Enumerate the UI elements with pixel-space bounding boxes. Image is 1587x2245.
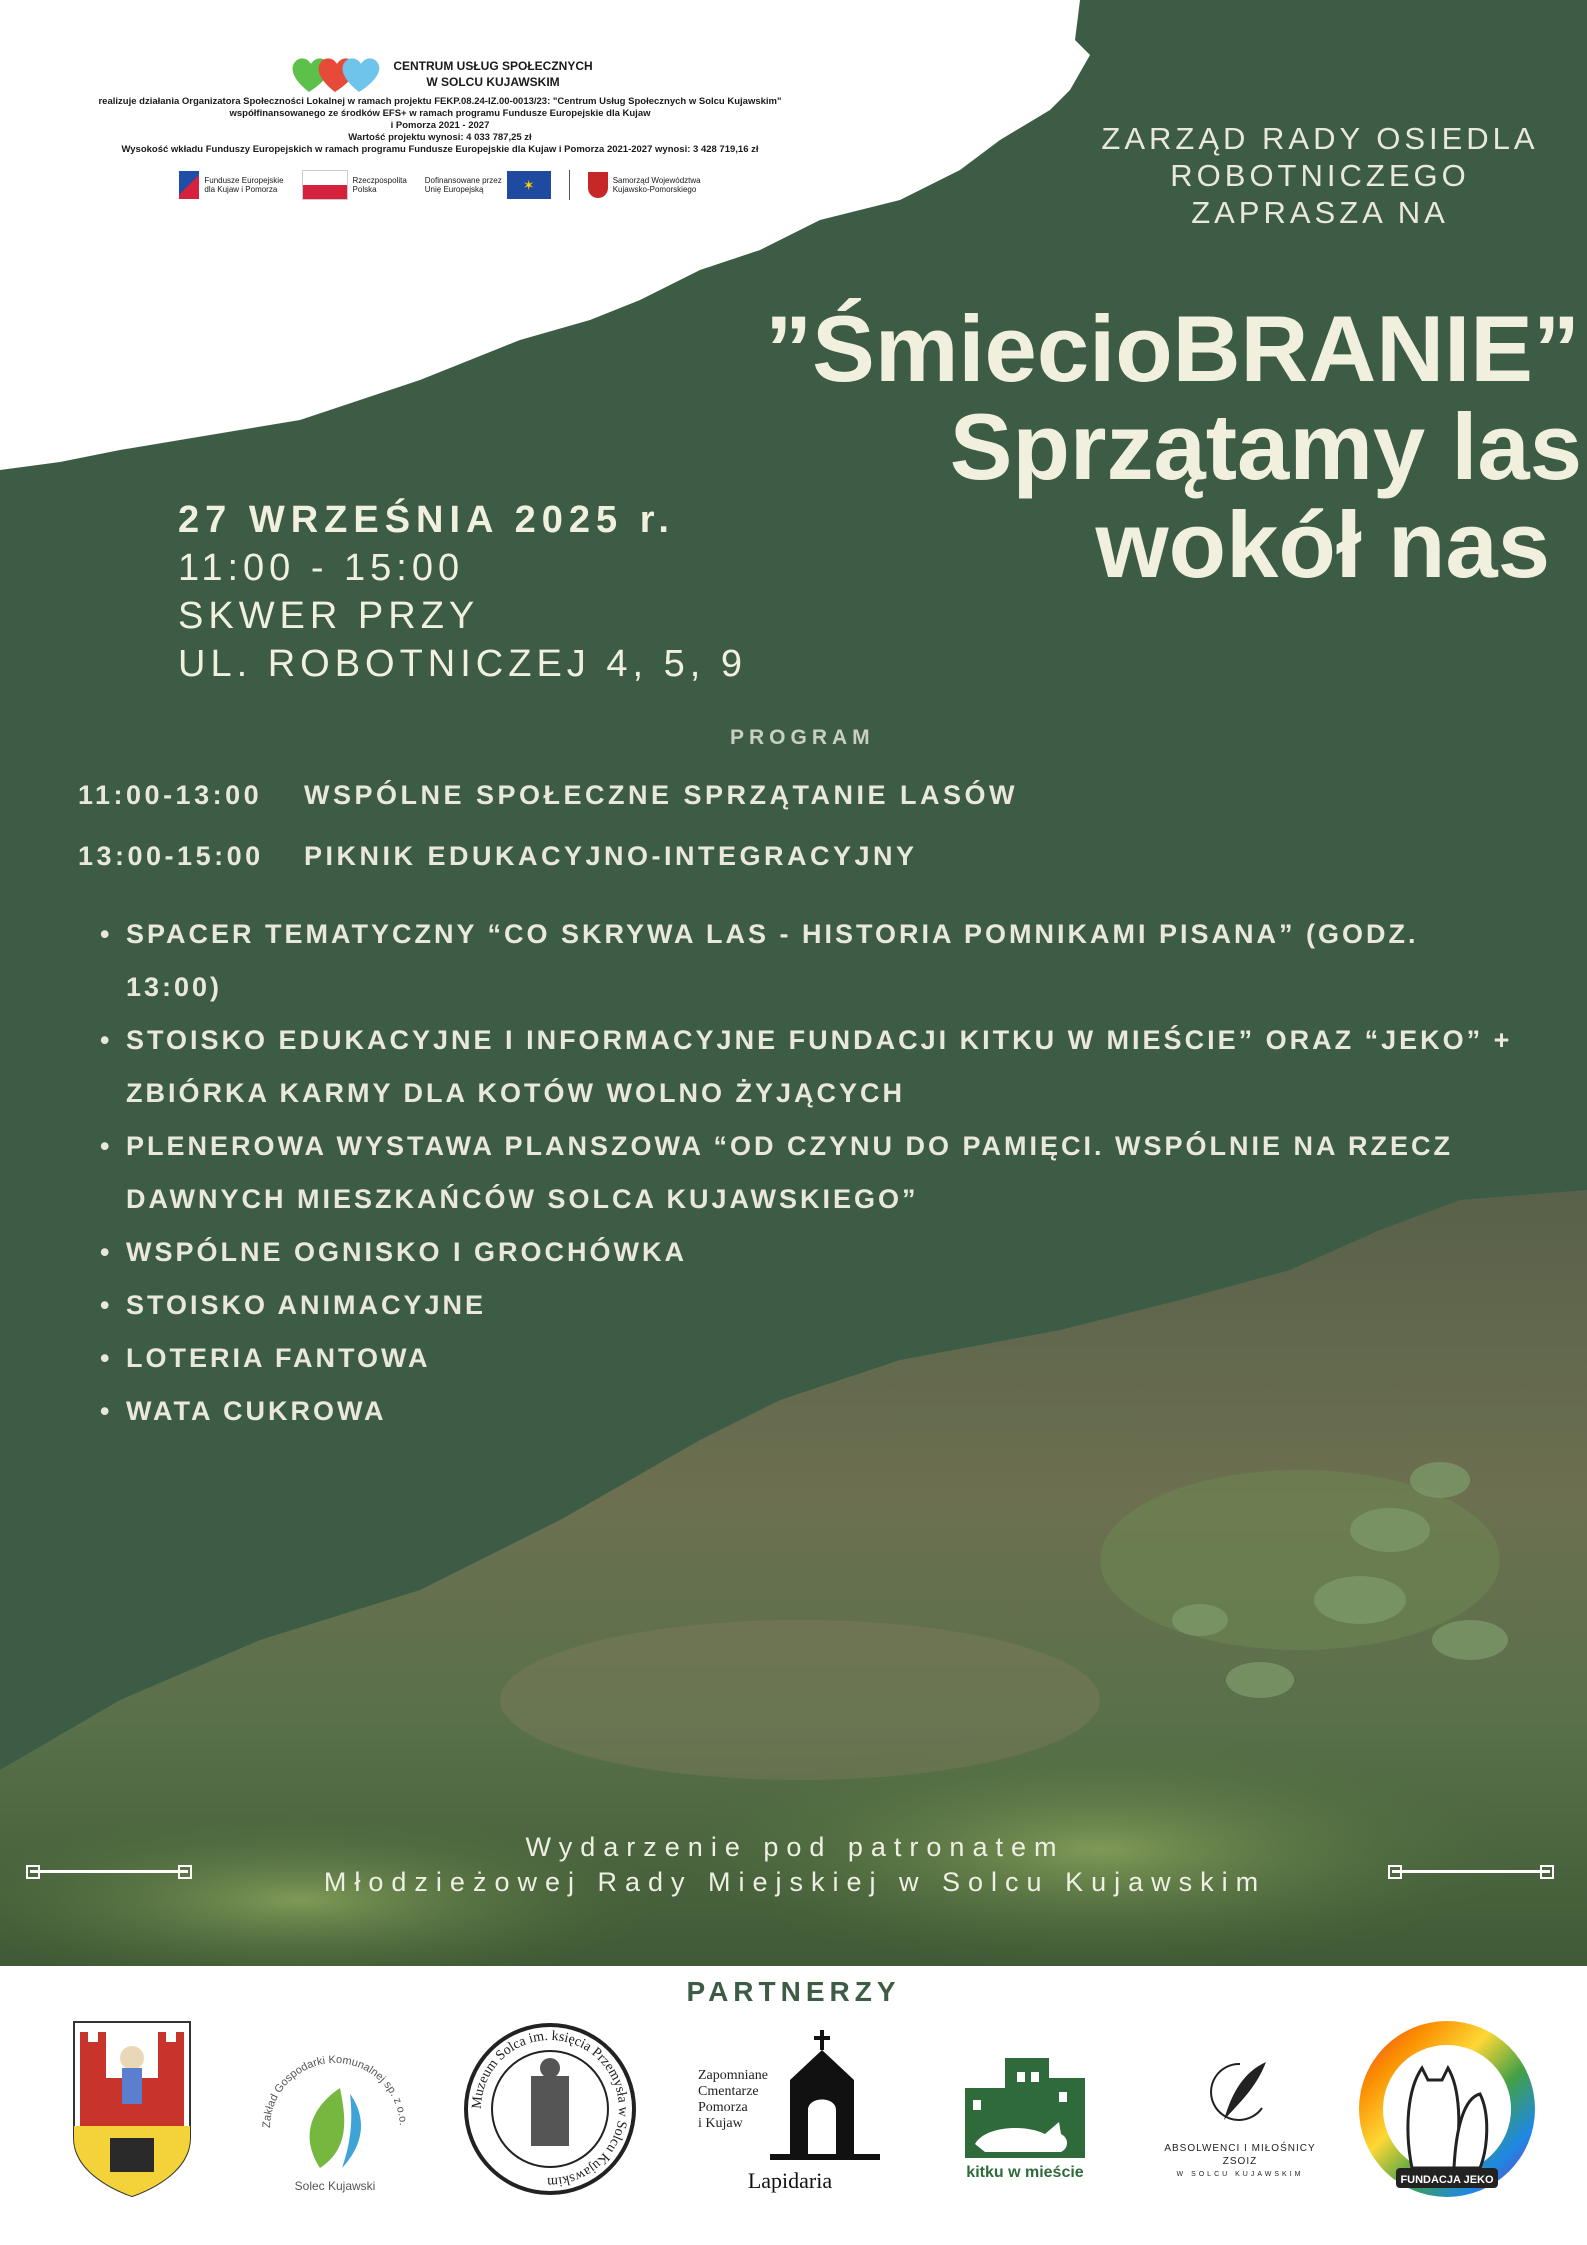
zgk-city: Solec Kujawski (294, 2179, 376, 2193)
program-time: 11:00-13:00 (78, 780, 263, 810)
cat-city-icon (965, 2048, 1085, 2158)
list-item: • PLENEROWA WYSTAWA PLANSZOWA “OD CZYNU DO PAMIĘCI. WSPÓLNIE NA RZECZ DAWNYCH MIESZKAŃCÓW SOLCA KUJAWSKIEGO” (100, 1120, 1520, 1226)
org-row (30, 52, 850, 96)
program-row (78, 780, 1018, 811)
decor-dot (1540, 1865, 1554, 1879)
chapel-ruin-icon (770, 2030, 880, 2160)
event-details (178, 496, 747, 688)
list-item: • STOISKO EDUKACYJNE I INFORMACYJNE FUNDACJI KITKU W MIEŚCIE” ORAZ “JEKO” + ZBIÓRKA KARMY DLA KOTÓW WOLNO ŻYJĄCYCH (100, 1014, 1520, 1120)
event-time: 11:00 - 15:00 (178, 547, 465, 589)
org-name (393, 58, 592, 90)
info-line: realizuje działania Organizatora Społeczności Lokalnej w ramach projektu FEKP.08.24-IZ.00-0013/23: "Centrum Usług Społecznych w Solcu Kujawskim" (98, 96, 782, 107)
lapidaria-logo (690, 2018, 890, 2200)
funder-label: Unię Europejską (424, 185, 484, 194)
jeko-name: FUNDACJA JEKO (1400, 2174, 1494, 2186)
info-line: Wartość projektu wynosi: 4 033 787,25 zł (348, 132, 532, 143)
lapidaria-line: Cmentarze (698, 2084, 759, 2099)
jeko-logo (1355, 2018, 1539, 2200)
zgk-logo (250, 2018, 420, 2200)
zgk-name: Zakład Gospodarki Komunalnej sp. z o.o. (260, 2053, 409, 2129)
lapidaria-name: Lapidaria (747, 2168, 833, 2193)
zsoiz-line: ABSOLWENCI I MIŁOŚNICY (1164, 2143, 1316, 2154)
funder-fe (179, 171, 283, 199)
partners-heading: PARTNERZY (686, 1976, 901, 2007)
org-name-line2: W SOLCU KUJAWSKIM (426, 75, 560, 89)
project-info (30, 52, 850, 200)
title-line3: wokół nas (1095, 492, 1550, 597)
divider (569, 170, 570, 200)
patronage (150, 1830, 1440, 1900)
funder-logos (30, 170, 850, 200)
list-item: • LOTERIA FANTOWA (100, 1332, 1520, 1385)
list-item: • STOISKO ANIMACYJNE (100, 1279, 1520, 1332)
decor-line-left (30, 1870, 188, 1873)
poland-flag-icon (302, 170, 348, 200)
decor-line-right (1392, 1870, 1550, 1873)
info-line: współfinansowanego ze środków EFS+ w ramach programu Fundusze Europejskie dla Kujaw (229, 108, 651, 119)
event-title (640, 296, 1582, 597)
lapidaria-line: Zapomniane (698, 2068, 768, 2083)
invitation (1080, 120, 1560, 231)
kitku-name: kitku w mieście (966, 2164, 1084, 2181)
museum-seal-icon (461, 2020, 639, 2198)
lapidaria-line: i Kujaw (698, 2116, 743, 2131)
patron-line2: Młodzieżowej Rady Miejskiej w Solcu Kujawskim (323, 1867, 1267, 1897)
funder-label: Polska (352, 185, 377, 194)
patron-line1: Wydarzenie pod patronatem (525, 1832, 1065, 1862)
funder-rp (302, 170, 407, 200)
kitku-logo (960, 2018, 1090, 2200)
fe-logo-icon (179, 171, 199, 199)
program-heading: PROGRAM (730, 726, 875, 749)
eu-flag-icon: ✶ (507, 171, 551, 199)
kp-crest-icon (588, 172, 608, 198)
invite-line3: ZAPRASZA NA (1191, 195, 1449, 230)
funder-label: Fundusze Europejskie (204, 176, 284, 185)
list-item: • WATA CUKROWA (100, 1385, 1520, 1438)
zsoiz-logo (1160, 2018, 1320, 2200)
zgk-leaf-icon (250, 2018, 420, 2200)
decor-dot (26, 1865, 40, 1879)
title-line2: Sprzątamy las (949, 394, 1582, 499)
zsoiz-line: ZSOIZ (1222, 2156, 1258, 2167)
lapidaria-line: Pomorza (698, 2100, 748, 2115)
list-item: • WSPÓLNE OGNISKO I GROCHÓWKA (100, 1226, 1520, 1279)
funder-label: Rzeczpospolita (352, 176, 407, 185)
funder-eu (425, 171, 551, 199)
funder-label: Kujawsko-Pomorskiego (612, 185, 697, 194)
museum-seal-logo (460, 2018, 640, 2200)
invite-line2: ROBOTNICZEGO (1170, 158, 1470, 193)
title-line1: ”ŚmiecioBRANIE” (765, 296, 1580, 401)
program-activity: WSPÓLNE SPOŁECZNE SPRZĄTANIE LASÓW (304, 780, 1019, 810)
jeko-rainbow-icon (1356, 2018, 1538, 2200)
funder-kp (588, 172, 701, 198)
program-list (100, 908, 1520, 1438)
info-line: Wysokość wkładu Funduszy Europejskich w ramach programu Fundusze Europejskie dla Kujaw i Pomorza 2021-2027 wynosi: 3 428 719,16 zł (121, 144, 759, 155)
funder-label: Samorząd Województwa (612, 176, 701, 185)
program-row (78, 841, 918, 872)
decor-dot (178, 1865, 192, 1879)
event-address: UL. ROBOTNICZEJ 4, 5, 9 (178, 643, 747, 685)
hearts-logo-icon (287, 52, 383, 96)
funder-label: Dofinansowane przez (424, 176, 502, 185)
decor-dot (1388, 1865, 1402, 1879)
event-date: 27 WRZEŚNIA 2025 r. (178, 499, 675, 541)
program-activity: PIKNIK EDUKACYJNO-INTEGRACYJNY (304, 841, 918, 871)
invite-line1: ZARZĄD RADY OSIEDLA (1101, 121, 1539, 156)
quill-icon (1210, 2058, 1270, 2128)
program-time: 13:00-15:00 (78, 841, 264, 871)
info-line: i Pomorza 2021 - 2027 (390, 120, 490, 131)
zsoiz-line: W SOLCU KUJAWSKIM (1176, 2171, 1304, 2178)
event-place: SKWER PRZY (178, 595, 480, 637)
museum-name: Muzeum Solca im. księcia Przemysła w Solcu Kujawskim (469, 2028, 631, 2190)
org-name-line1: CENTRUM USŁUG SPOŁECZNYCH (393, 59, 593, 73)
city-coat-of-arms-icon (50, 2018, 214, 2200)
funder-label: dla Kujaw i Pomorza (204, 185, 278, 194)
list-item: • SPACER TEMATYCZNY “CO SKRYWA LAS - HISTORIA POMNIKAMI PISANA” (GODZ. 13:00) (100, 908, 1520, 1014)
